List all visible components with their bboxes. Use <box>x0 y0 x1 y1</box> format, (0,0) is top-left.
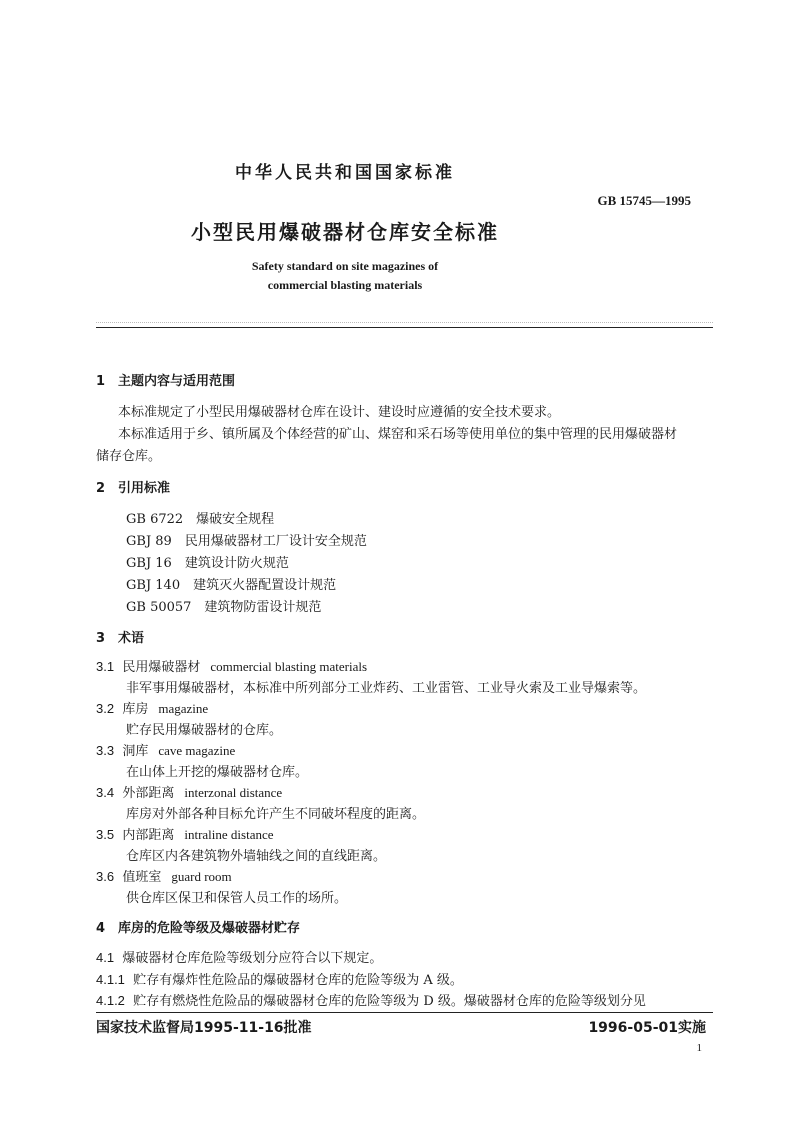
term-zh: 外部距离 <box>122 786 175 801</box>
term-3-5 <box>96 824 274 843</box>
clause-text: 贮存有爆炸性危险品的爆破器材仓库的危险等级为 A 级。 <box>133 973 463 988</box>
term-en: magazine <box>158 701 209 716</box>
page-number: 1 <box>696 1042 702 1054</box>
term-number: 3.2 <box>96 701 115 716</box>
term-en: cave magazine <box>158 743 236 758</box>
document-title: 小型民用爆破器材仓库安全标准 <box>191 220 499 244</box>
term-number: 3.1 <box>96 659 115 674</box>
term-zh: 民用爆破器材 <box>122 660 201 675</box>
effective-date: 1996-05-01实施 <box>588 1020 706 1036</box>
header-dotted-rule <box>96 322 713 323</box>
reference-item: GBJ 16 建筑设计防火规范 <box>126 556 289 571</box>
section-1-paragraph-1: 本标准规定了小型民用爆破器材仓库在设计、建设时应遵循的安全技术要求。 <box>118 405 561 420</box>
term-en: interzonal distance <box>184 785 283 800</box>
term-definition: 仓库区内各建筑物外墙轴线之间的直线距离。 <box>126 849 387 864</box>
term-number: 3.5 <box>96 827 115 842</box>
clause-text: 贮存有燃烧性危险品的爆破器材仓库的危险等级为 D 级。爆破器材仓库的危险等级划分见 <box>133 994 646 1009</box>
clause-number: 4.1 <box>96 950 115 965</box>
term-en: guard room <box>171 869 232 884</box>
english-title-line-1: Safety standard on site magazines of <box>251 259 439 273</box>
reference-item: GB 6722 爆破安全规程 <box>126 512 275 527</box>
reference-item: GB 50057 建筑物防雷设计规范 <box>126 600 322 615</box>
term-definition: 库房对外部各种目标允许产生不同破坏程度的距离。 <box>126 807 426 822</box>
term-zh: 库房 <box>122 702 149 717</box>
clause-text: 爆破器材仓库危险等级划分应符合以下规定。 <box>122 951 383 966</box>
term-number: 3.3 <box>96 743 115 758</box>
term-definition: 贮存民用爆破器材的仓库。 <box>126 723 283 738</box>
footer-divider <box>96 1012 713 1013</box>
term-number: 3.6 <box>96 869 115 884</box>
section-1-paragraph-2b: 储存仓库。 <box>96 449 162 464</box>
section-2-heading: 2 引用标准 <box>96 481 171 496</box>
term-3-4 <box>96 782 282 801</box>
clause-4-1 <box>96 947 382 966</box>
term-definition: 在山体上开挖的爆破器材仓库。 <box>126 765 309 780</box>
national-standard-title: 中华人民共和国国家标准 <box>235 163 455 183</box>
clause-4-1-2 <box>96 990 646 1009</box>
term-en: commercial blasting materials <box>210 659 368 674</box>
reference-item: GBJ 140 建筑灭火器配置设计规范 <box>126 578 337 593</box>
english-title-line-2: commercial blasting materials <box>267 278 423 292</box>
term-3-3 <box>96 740 235 759</box>
section-3-heading: 3 术语 <box>96 631 145 646</box>
term-number: 3.4 <box>96 785 115 800</box>
section-1-heading: 1 主题内容与适用范围 <box>96 374 236 389</box>
clause-4-1-1 <box>96 969 463 988</box>
term-definition: 供仓库区保卫和保管人员工作的场所。 <box>126 891 348 906</box>
term-zh: 洞库 <box>122 744 149 759</box>
section-1-paragraph-2a: 本标准适用于乡、镇所属及个体经营的矿山、煤窑和采石场等使用单位的集中管理的民用爆破器材 <box>118 427 678 442</box>
standard-number: GB 15745—1995 <box>597 193 691 208</box>
clause-number: 4.1.1 <box>96 972 125 987</box>
section-4-heading: 4 库房的危险等级及爆破器材贮存 <box>96 921 301 936</box>
approval-date: 国家技术监督局1995-11-16批准 <box>96 1020 312 1036</box>
term-3-1 <box>96 656 367 675</box>
clause-number: 4.1.2 <box>96 993 125 1008</box>
term-3-2 <box>96 698 208 717</box>
term-definition: 非军事用爆破器材，本标准中所列部分工业炸药、工业雷管、工业导火索及工业导爆索等。 <box>126 681 647 696</box>
reference-item: GBJ 89 民用爆破器材工厂设计安全规范 <box>126 534 367 549</box>
header-divider <box>96 327 713 328</box>
term-en: intraline distance <box>184 827 274 842</box>
term-zh: 内部距离 <box>122 828 175 843</box>
term-3-6 <box>96 866 232 885</box>
term-zh: 值班室 <box>122 870 162 885</box>
